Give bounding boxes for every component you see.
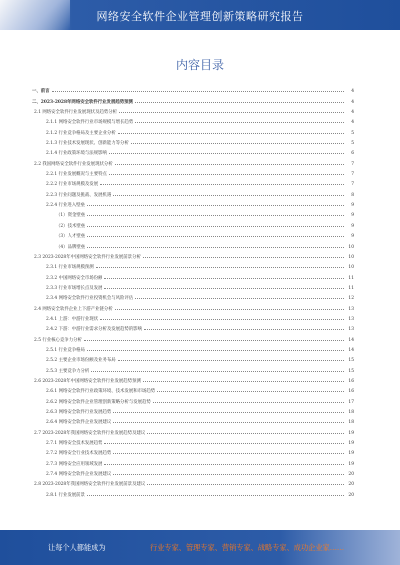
toc-entry[interactable]: [32, 394, 354, 404]
toc-entry[interactable]: [32, 446, 354, 456]
toc-entry-title: （1）资金壁垒: [56, 213, 86, 219]
toc-entry[interactable]: [32, 84, 354, 94]
toc-entry-title: 二、2023-2028年网络安全软件行业发展趋势预测: [32, 99, 133, 105]
footer-slogan: 让每个人都能成为: [48, 543, 106, 552]
toc-entry-page: 9: [351, 223, 354, 229]
toc-entry-title: （3）人才壁垒: [56, 234, 86, 240]
toc-entry-page: 20: [348, 472, 354, 478]
toc-leader-dots: [153, 402, 344, 403]
toc-entry[interactable]: [32, 487, 354, 497]
toc-leader-dots: [109, 174, 344, 175]
toc-entry-page: 9: [351, 203, 354, 209]
toc-entry-title: 2.2.3 行业问题及挑战、发展机遇: [46, 192, 112, 198]
toc-entry-page: 18: [348, 420, 354, 426]
toc-entry-page: 10: [348, 265, 354, 271]
toc-entry-title: 2.3.1 行业市场规模预测: [46, 265, 94, 271]
toc-entry-title: 2.7.2 网络安全行业技术发展趋势: [46, 451, 112, 457]
toc-leader-dots: [84, 340, 344, 341]
toc-leader-dots: [91, 371, 344, 372]
toc-leader-dots: [87, 226, 344, 227]
toc-entry-page: 19: [348, 461, 354, 467]
toc-entry-title: 2.7.1 网络安全技术发展趋势: [46, 441, 103, 447]
toc-entry[interactable]: [32, 177, 354, 187]
toc-leader-dots: [157, 391, 344, 392]
toc-entry[interactable]: [32, 146, 354, 156]
toc-entry[interactable]: [32, 250, 354, 260]
toc-entry[interactable]: [32, 136, 354, 146]
toc-entry-page: 13: [348, 306, 354, 312]
footer-roles: 行业专家、管理专家、营销专家、战略专家、成功企业家……: [150, 543, 345, 552]
toc-leader-dots: [109, 153, 344, 154]
toc-entry-page: 7: [351, 161, 354, 167]
toc-entry-title: 2.3 2023-2028年中国网络安全软件行业发展前景分析: [34, 254, 141, 260]
toc-leader-dots: [135, 298, 344, 299]
toc-entry[interactable]: [32, 374, 354, 384]
toc-leader-dots: [115, 309, 344, 310]
toc-entry-title: 2.1.4 行业政策环境与法规影响: [46, 151, 107, 157]
toc-entry-page: 15: [348, 368, 354, 374]
toc-entry[interactable]: [32, 332, 354, 342]
toc-entry-title: 2.5.2 主要企业市场份额及业务布局: [46, 358, 116, 364]
toc-entry[interactable]: [32, 260, 354, 270]
toc-leader-dots: [104, 443, 344, 444]
toc-entry-title: 2.4 网络安全软件企业上下游产业链分析: [34, 306, 113, 312]
toc-entry-title: 2.6.2 网络安全软件企业管理创新策略分析与发展趋势: [46, 399, 151, 405]
footer-band: [0, 530, 400, 565]
toc-leader-dots: [87, 247, 344, 248]
toc-entry-page: 9: [351, 213, 354, 219]
toc-entry-page: 4: [351, 120, 354, 126]
toc-entry[interactable]: [32, 477, 354, 487]
toc-entry-title: （4）品牌壁垒: [56, 244, 86, 250]
toc-heading: 内容目录: [175, 58, 224, 72]
toc-entry-page: 4: [351, 99, 354, 105]
toc-leader-dots: [104, 288, 344, 289]
toc-leader-dots: [135, 122, 344, 123]
toc-entry[interactable]: [32, 415, 354, 425]
toc-entry-page: 17: [348, 399, 354, 405]
toc-entry[interactable]: [32, 343, 354, 353]
toc-entry[interactable]: [32, 436, 354, 446]
toc-entry-page: 19: [348, 451, 354, 457]
toc-entry-title: （2）技术壁垒: [56, 223, 86, 229]
toc-entry[interactable]: [32, 94, 354, 104]
toc-entry-page: 6: [351, 151, 354, 157]
toc-entry[interactable]: [32, 167, 354, 177]
toc-entry[interactable]: [32, 229, 354, 239]
toc-entry[interactable]: [32, 208, 354, 218]
toc-leader-dots: [100, 319, 344, 320]
toc-leader-dots: [143, 381, 344, 382]
toc-entry[interactable]: [32, 384, 354, 394]
toc-entry-page: 7: [351, 182, 354, 188]
toc-entry-page: 14: [348, 337, 354, 343]
toc-entry-page: 18: [348, 410, 354, 415]
toc-entry-title: 2.1.2 行业竞争格局及主要企业分析: [46, 130, 116, 136]
toc-entry[interactable]: [32, 353, 354, 363]
toc-entry-title: 2.1.3 行业技术发展现状、创新能力等分析: [46, 141, 129, 147]
toc-leader-dots: [87, 495, 344, 496]
toc-entry-page: 5: [351, 141, 354, 147]
toc-entry-title: 2.3.3 行业市场增长点及发展: [46, 285, 103, 291]
toc-leader-dots: [113, 453, 344, 454]
toc-leader-dots: [143, 257, 344, 258]
toc-entry-page: 20: [348, 492, 354, 498]
toc-entry-title: 2.6 2023-2028年中国网络安全软件行业发展趋势预测: [34, 378, 141, 384]
toc-entry-page: 5: [351, 130, 354, 136]
toc-leader-dots: [147, 433, 344, 434]
toc-entry-page: 13: [348, 327, 354, 333]
toc-entry-title: 2.6.4 网络安全软件企业发展建议: [46, 420, 112, 426]
toc-entry-page: 7: [351, 172, 354, 178]
toc-entry-title: 2.8 2023-2028年我国网络安全软件行业发展前景及建议: [34, 482, 146, 488]
toc-entry-page: 11: [348, 275, 354, 281]
toc-leader-dots: [96, 267, 344, 268]
toc-leader-dots: [100, 184, 344, 185]
table-of-contents: [32, 84, 354, 498]
toc-leader-dots: [118, 360, 344, 361]
toc-entry-title: 2.2.1 行业发展概况与主要特点: [46, 172, 107, 178]
toc-leader-dots: [87, 350, 344, 351]
toc-entry-page: 10: [348, 254, 354, 260]
toc-entry[interactable]: [32, 218, 354, 228]
toc-entry[interactable]: [32, 105, 354, 115]
toc-entry[interactable]: [32, 281, 354, 291]
toc-entry-title: 2.6.3 网络安全软件行业发展趋势: [46, 410, 112, 415]
toc-entry-title: 2.5 行业核心竞争力分析: [34, 337, 82, 343]
toc-entry-page: 8: [351, 192, 354, 198]
toc-leader-dots: [131, 143, 344, 144]
toc-entry[interactable]: [32, 291, 354, 301]
toc-entry-title: 2.7 2023-2028年我国网络安全软件行业发展趋势及建议: [34, 430, 146, 436]
toc-entry-page: 12: [348, 296, 354, 302]
toc-leader-dots: [104, 464, 344, 465]
toc-entry-page: 10: [348, 244, 354, 250]
toc-entry-page: 19: [348, 430, 354, 436]
toc-entry-page: 15: [348, 358, 354, 364]
toc-entry-title: 2.1 网络安全软件行业发展现状及趋势分析: [34, 110, 118, 116]
toc-entry-page: 16: [348, 389, 354, 395]
toc-leader-dots: [113, 422, 344, 423]
toc-entry[interactable]: [32, 115, 354, 125]
toc-entry-title: 2.7.4 网络安全软件企业发展建议: [46, 472, 112, 478]
toc-leader-dots: [113, 474, 344, 475]
toc-entry[interactable]: [32, 363, 354, 373]
toc-entry[interactable]: [32, 467, 354, 477]
toc-leader-dots: [113, 412, 344, 413]
toc-entry[interactable]: [32, 312, 354, 322]
toc-entry-title: 2.8.1 行业发展前景: [46, 492, 85, 498]
toc-entry[interactable]: [32, 322, 354, 332]
toc-entry-title: 一、前言: [32, 89, 50, 95]
document-title: 网络安全软件企业管理创新策略研究报告: [96, 10, 304, 23]
toc-leader-dots: [115, 164, 344, 165]
toc-leader-dots: [119, 112, 344, 113]
toc-entry-title: 2.3.4 网络安全软件行业投资机会与风险评估: [46, 296, 134, 302]
toc-entry[interactable]: [32, 270, 354, 280]
toc-entry-page: 14: [348, 347, 354, 353]
toc-entry-title: 2.4.2 下游：中游行业需求分析及发展趋势的影响: [46, 327, 142, 333]
toc-entry-title: 2.1.1 网络安全软件行业市场规模与增长趋势: [46, 120, 134, 126]
toc-entry-title: 2.2.4 行业进入壁垒: [46, 203, 85, 209]
toc-leader-dots: [52, 91, 344, 92]
toc-leader-dots: [113, 195, 344, 196]
toc-entry[interactable]: [32, 239, 354, 249]
toc-entry-title: 2.7.3 网络安全应用领域发展: [46, 461, 103, 467]
toc-entry-page: 4: [351, 89, 354, 95]
toc-entry[interactable]: [32, 156, 354, 166]
toc-leader-dots: [104, 278, 344, 279]
toc-entry-page: 16: [348, 378, 354, 384]
toc-leader-dots: [87, 236, 344, 237]
toc-entry[interactable]: [32, 198, 354, 208]
toc-entry-page: 4: [351, 110, 354, 116]
toc-entry-title: 2.5.3 主要竞争力分析: [46, 368, 90, 374]
toc-entry-title: 2.2 我国网络安全软件行业发展现状分析: [34, 161, 113, 167]
toc-entry-title: 2.2.2 行业市场规模及发展: [46, 182, 99, 188]
toc-entry-page: 20: [348, 482, 354, 488]
toc-entry-title: 2.5.1 行业竞争格局: [46, 347, 85, 353]
toc-leader-dots: [118, 133, 344, 134]
toc-entry-page: 9: [351, 234, 354, 240]
toc-entry[interactable]: [32, 405, 354, 415]
toc-leader-dots: [135, 102, 344, 103]
toc-entry[interactable]: [32, 456, 354, 466]
toc-entry[interactable]: [32, 125, 354, 135]
toc-entry-title: 2.3.2 中国网络安全市场份额: [46, 275, 103, 281]
toc-entry-page: 11: [348, 285, 354, 291]
toc-leader-dots: [87, 205, 344, 206]
toc-entry-page: 19: [348, 441, 354, 447]
toc-entry[interactable]: [32, 187, 354, 197]
toc-entry[interactable]: [32, 425, 354, 435]
toc-entry-title: 2.4.1 上游：中游行业现状: [46, 316, 99, 322]
toc-leader-dots: [144, 329, 344, 330]
toc-leader-dots: [87, 215, 344, 216]
toc-leader-dots: [147, 484, 344, 485]
header-band: [0, 0, 400, 30]
toc-entry[interactable]: [32, 301, 354, 311]
toc-entry-title: 2.6.1 网络安全软件行业政策环境、技术发展和市场趋势: [46, 389, 156, 395]
toc-entry-page: 13: [348, 316, 354, 322]
